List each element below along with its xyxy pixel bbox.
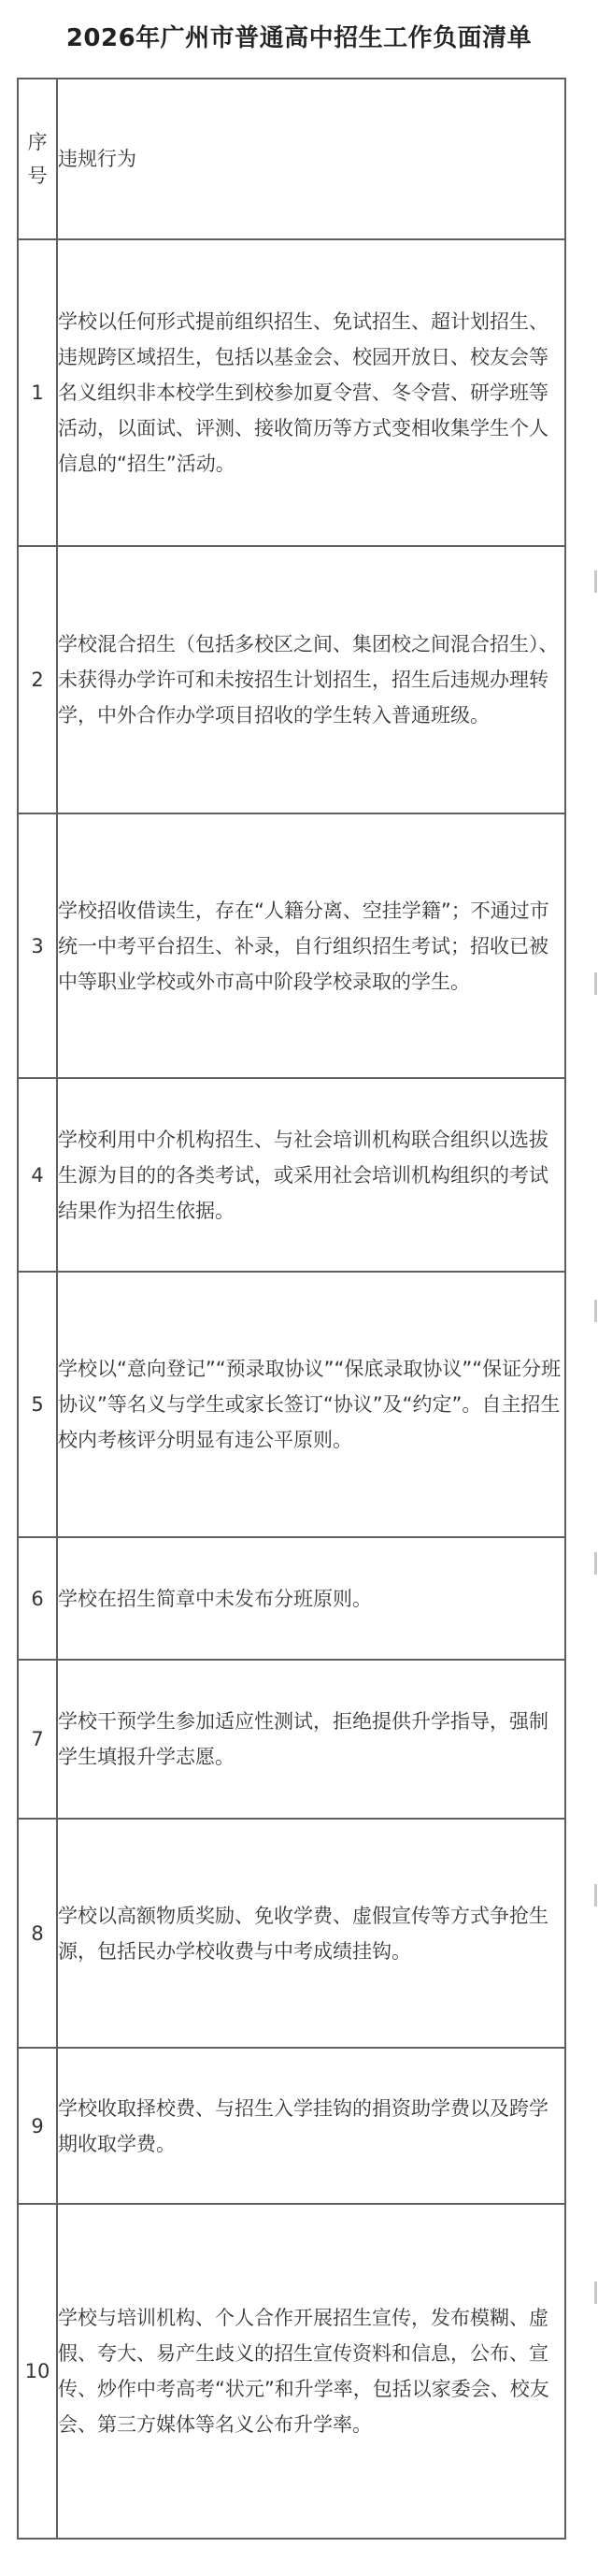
row-number-cell: 9 <box>18 2048 57 2204</box>
row-number-cell: 7 <box>18 1660 57 1819</box>
negative-list-table <box>17 78 566 2540</box>
table-row <box>18 2048 565 2204</box>
table-row <box>18 546 565 813</box>
row-text-cell: 学校与培训机构、个人合作开展招生宣传，发布模糊、虚假、夸大、易产生歧义的招生宣传资料和信息，公布、宣传、炒作中考高考“状元”和升学率，包括以家委会、校友会、第三方媒体等名义公布升学率。 <box>57 2204 565 2539</box>
row-text-cell: 学校在招生简章中未发布分班原则。 <box>57 1537 565 1660</box>
row-text-cell: 学校以高额物质奖励、免收学费、虚假宣传等方式争抢生源，包括民办学校收费与中考成绩挂钩。 <box>57 1819 565 2048</box>
scroll-indicator <box>594 1884 597 1907</box>
row-number-cell: 8 <box>18 1819 57 2048</box>
scroll-indicator <box>594 1552 597 1575</box>
header-number-cell: 序号 <box>18 79 57 239</box>
row-text-cell: 学校混合招生（包括多校区之间、集团校之间混合招生）、未获得办学许可和未按招生计划招生，招生后违规办理转学，中外合作办学项目招收的学生转入普通班级。 <box>57 546 565 813</box>
table-row <box>18 1660 565 1819</box>
row-number-cell: 5 <box>18 1272 57 1537</box>
table-row <box>18 813 565 1078</box>
row-number-cell: 6 <box>18 1537 57 1660</box>
row-text-cell: 学校以“意向登记”“预录取协议”“保底录取协议”“保证分班协议”等名义与学生或家长签订“协议”及“约定”。自主招生校内考核评分明显有违公平原则。 <box>57 1272 565 1537</box>
table-row <box>18 1272 565 1537</box>
table-header-row <box>18 79 565 239</box>
table-row <box>18 1819 565 2048</box>
row-number-cell: 4 <box>18 1078 57 1272</box>
scroll-indicator <box>594 972 597 995</box>
row-text-cell: 学校干预学生参加适应性测试，拒绝提供升学指导，强制学生填报升学志愿。 <box>57 1660 565 1819</box>
scroll-indicator <box>594 2281 597 2304</box>
row-number-cell: 2 <box>18 546 57 813</box>
table-row <box>18 239 565 546</box>
row-number-cell: 10 <box>18 2204 57 2539</box>
header-behavior-cell: 违规行为 <box>57 79 565 239</box>
row-number-cell: 3 <box>18 813 57 1078</box>
row-text-cell: 学校以任何形式提前组织招生、免试招生、超计划招生、违规跨区域招生，包括以基金会、校园开放日、校友会等名义组织非本校学生到校参加夏令营、冬令营、研学班等活动，以面试、评测、接收简历等方式变相收集学生个人信息的“招生”活动。 <box>57 239 565 546</box>
row-text-cell: 学校利用中介机构招生、与社会培训机构联合组织以选拔生源为目的的各类考试，或采用社会培训机构组织的考试结果作为招生依据。 <box>57 1078 565 1272</box>
row-text-cell: 学校招收借读生，存在“人籍分离、空挂学籍”；不通过市统一中考平台招生、补录，自行组织招生考试；招收已被中等职业学校或外市高中阶段学校录取的学生。 <box>57 813 565 1078</box>
scroll-indicator <box>594 570 597 593</box>
table-row <box>18 1078 565 1272</box>
row-text-cell: 学校收取择校费、与招生入学挂钩的捐资助学费以及跨学期收取学费。 <box>57 2048 565 2204</box>
page-title: 2026年广州市普通高中招生工作负面清单 <box>65 24 533 52</box>
row-number-cell: 1 <box>18 239 57 546</box>
table-row <box>18 2204 565 2539</box>
scroll-indicator <box>594 1300 597 1322</box>
table-row <box>18 1537 565 1660</box>
